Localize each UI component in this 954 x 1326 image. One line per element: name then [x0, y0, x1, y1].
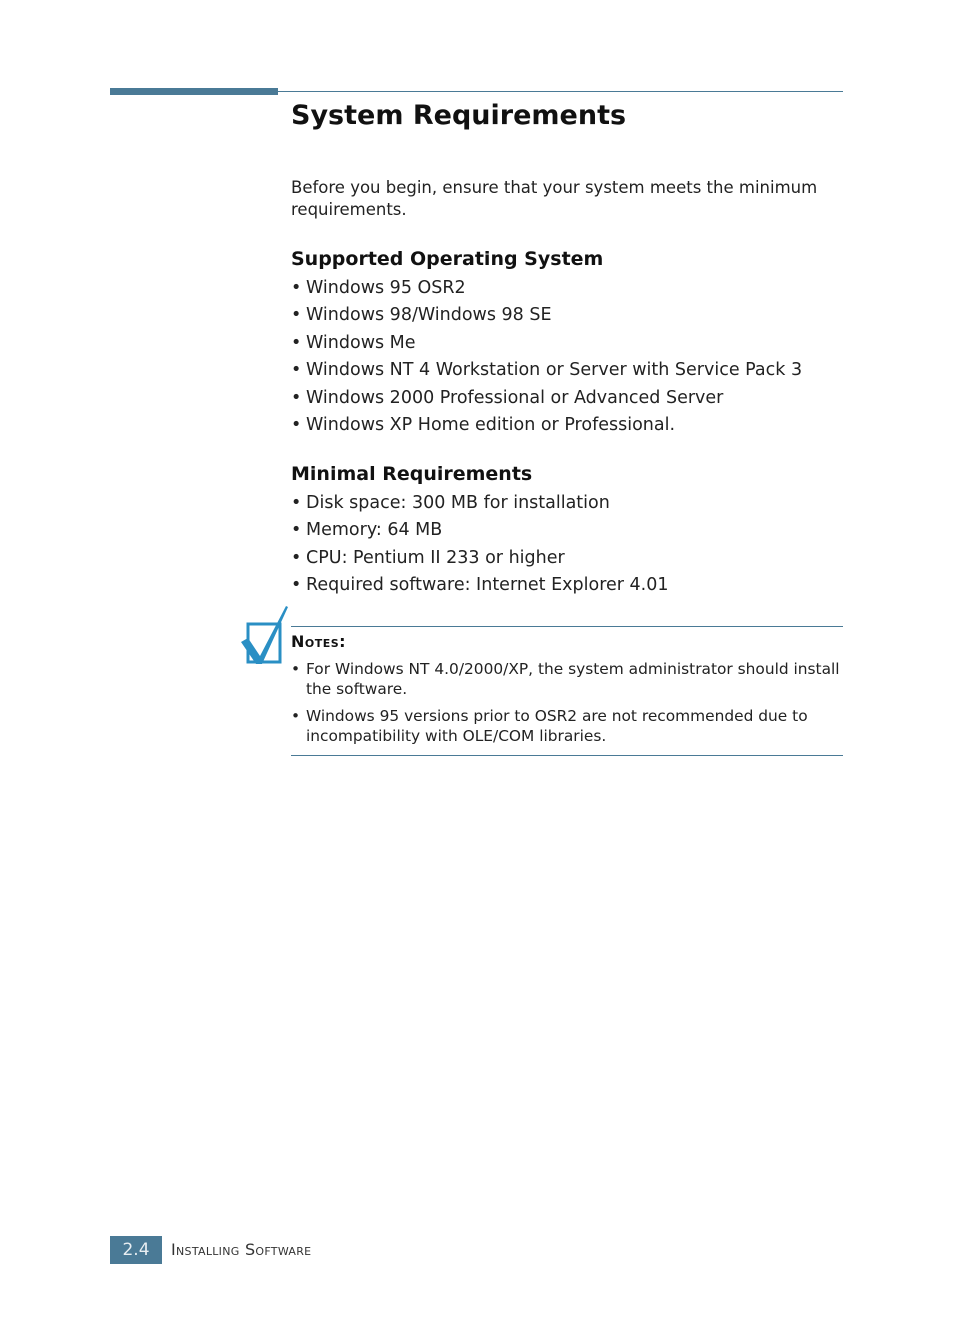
min-requirements-list	[291, 490, 669, 600]
list-item: • Windows Me	[291, 332, 416, 353]
footer-section-title: Installing Software	[171, 1240, 312, 1259]
intro-paragraph: Before you begin, ensure that your system meets the minimum requirements.	[291, 178, 818, 219]
list-item: • Windows NT 4 Workstation or Server with Service Pack 3	[291, 360, 803, 381]
header-accent-bar	[110, 88, 278, 95]
notes-bottom-rule	[291, 755, 843, 756]
list-item: • Windows 2000 Professional or Advanced Server	[291, 387, 724, 408]
note-item: • Windows 95 versions prior to OSR2 are not recommended due to incompatibility with OLE/COM libraries.	[291, 707, 808, 745]
list-item: • CPU: Pentium II 233 or higher	[291, 547, 565, 568]
list-item: • Windows XP Home edition or Professional.	[291, 414, 676, 435]
list-item: • Windows 98/Windows 98 SE	[291, 305, 552, 326]
notes-list	[291, 659, 846, 753]
list-item: • Disk space: 300 MB for installation	[291, 493, 610, 513]
list-item: • Windows 95 OSR2	[291, 278, 466, 298]
page-number: 2.4	[110, 1236, 162, 1264]
page-title: System Requirements	[291, 100, 627, 131]
min-section-heading: Minimal Requirements	[291, 463, 533, 485]
list-item: • Required software: Internet Explorer 4.01	[291, 575, 669, 596]
list-item: • Memory: 64 MB	[291, 520, 443, 541]
note-item: • For Windows NT 4.0/2000/XP, the system administrator should install the software.	[291, 660, 840, 698]
checkmark-note-icon	[238, 604, 290, 668]
header-rule	[278, 91, 843, 92]
os-list	[291, 275, 802, 439]
notes-top-rule	[291, 626, 843, 627]
os-section-heading: Supported Operating System	[291, 248, 604, 270]
notes-label: Notes:	[291, 632, 347, 651]
